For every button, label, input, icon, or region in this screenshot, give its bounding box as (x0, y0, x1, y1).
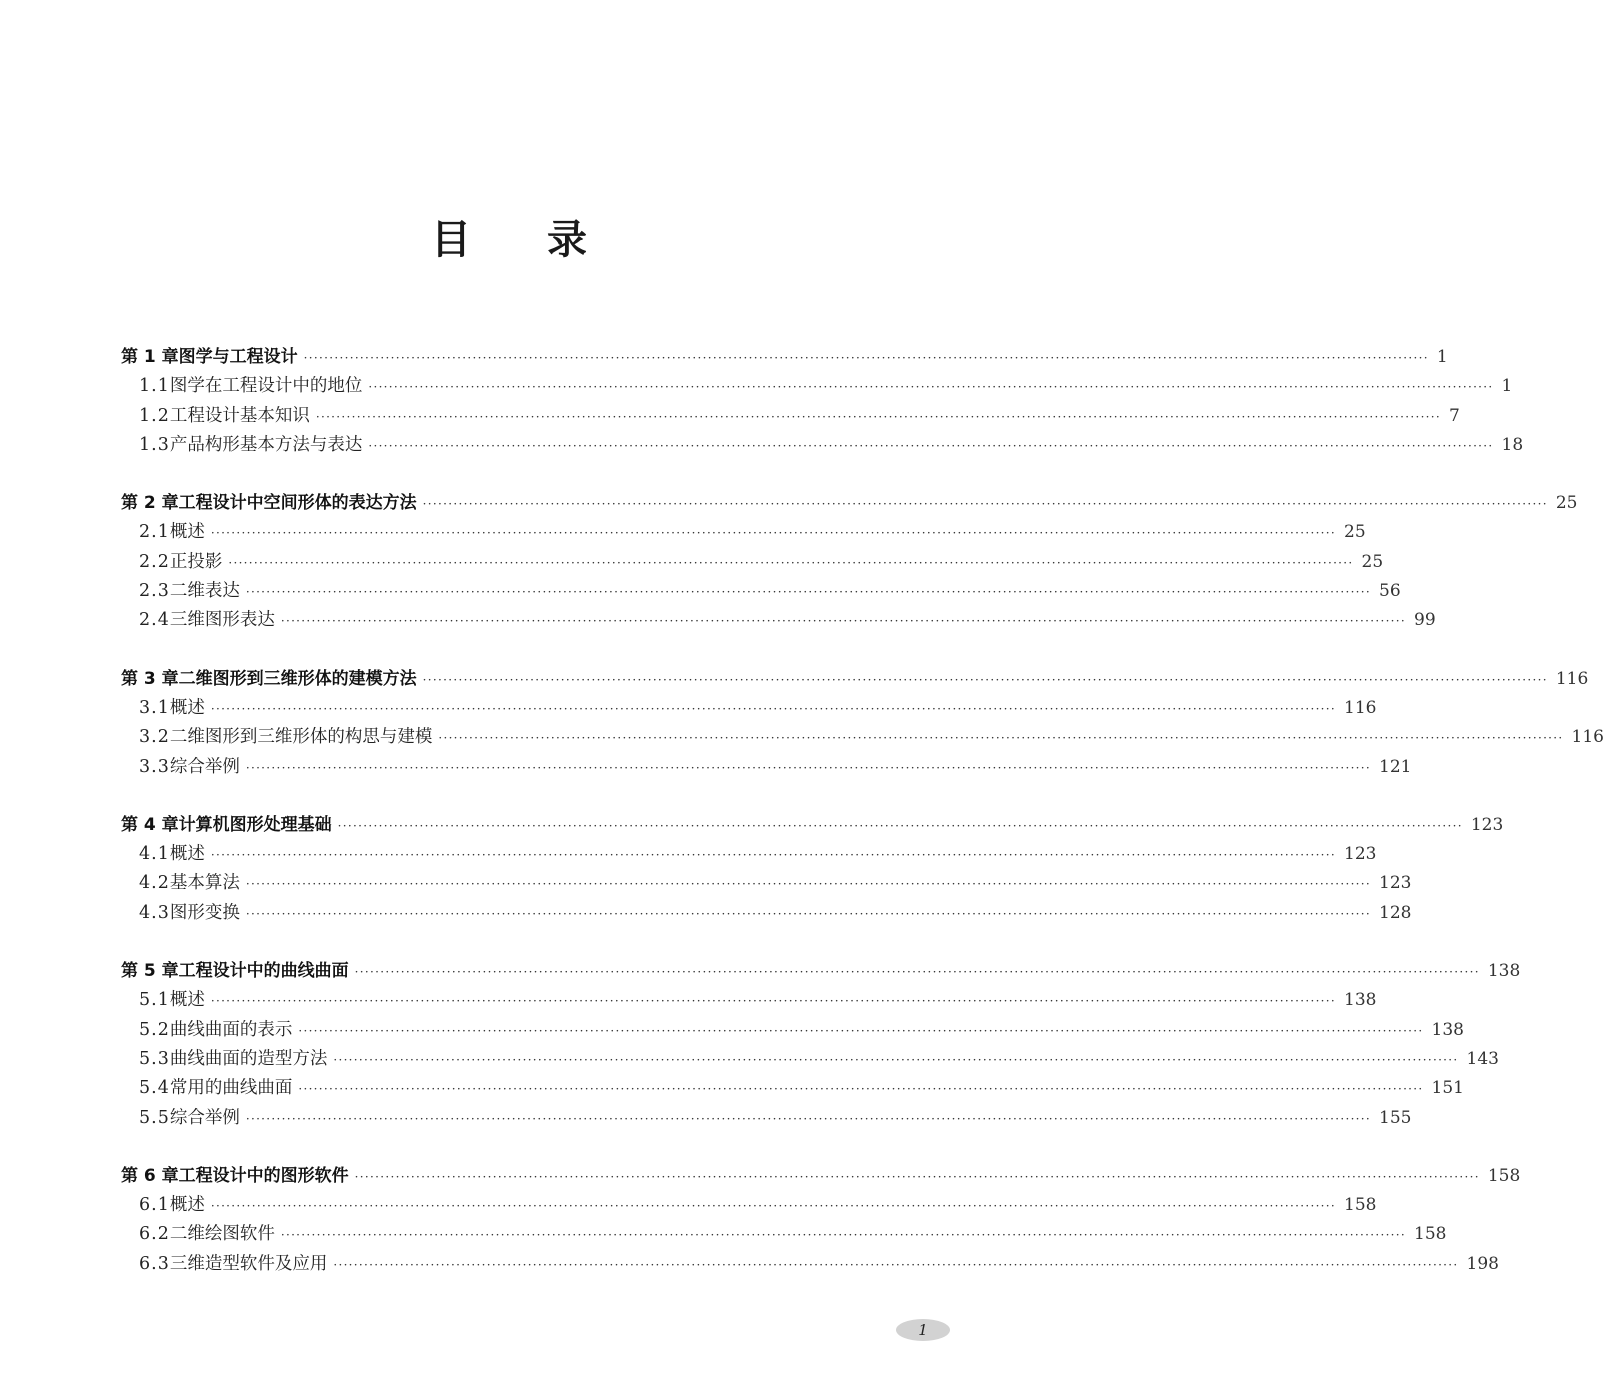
section-page-number: 158 (1344, 1195, 1377, 1216)
dot-leader: ···························································································································································································································· (303, 351, 1429, 365)
toc-section-row[interactable] (121, 753, 1412, 782)
section-number: 3.2 (139, 727, 170, 748)
dot-leader: ···························································································································································································································· (333, 1257, 1459, 1272)
chapter-label: 第 5 章 (121, 961, 179, 982)
section-title: 图学在工程设计中的地位 (169, 376, 363, 397)
toc-section-row[interactable] (121, 1104, 1412, 1133)
section-page-number: 7 (1449, 405, 1460, 426)
dot-leader: ···························································································································································································································· (245, 906, 1372, 921)
section-page-number: 116 (1571, 727, 1604, 748)
dot-leader: ···························································································································································································································· (298, 1023, 1424, 1038)
page-title (0, 212, 1018, 268)
section-title: 产品构形基本方法与表达 (169, 434, 363, 455)
section-title: 二维绘图软件 (169, 1224, 275, 1245)
chapter-title: 计算机图形处理基础 (178, 814, 332, 835)
dot-leader: ···························································································································································································································· (298, 1082, 1424, 1097)
toc-section-row[interactable] (121, 402, 1460, 431)
section-page-number: 158 (1414, 1224, 1447, 1245)
toc-section-row[interactable] (121, 606, 1436, 635)
toc-section-row[interactable] (121, 694, 1377, 723)
section-title: 二维图形到三维形体的构思与建模 (169, 727, 433, 748)
section-number: 6.3 (139, 1253, 170, 1274)
dot-leader: ···························································································································································································································· (280, 1228, 1407, 1243)
section-number: 2.2 (139, 551, 170, 572)
chapter-title: 图学与工程设计 (178, 347, 298, 367)
section-number: 4.3 (139, 902, 170, 923)
toc-section-row[interactable] (121, 723, 1604, 752)
section-page-number: 1 (1501, 376, 1513, 397)
toc-section-row[interactable] (121, 1250, 1499, 1279)
toc-section-row[interactable] (121, 548, 1384, 577)
dot-leader: ···························································································································································································································· (228, 555, 1354, 570)
section-number: 6.2 (139, 1224, 170, 1245)
section-title: 概述 (169, 990, 205, 1011)
section-title: 概述 (169, 522, 205, 543)
toc-chapter-row[interactable] (121, 957, 1521, 986)
page-title-char-1: 目 (431, 217, 471, 263)
chapter-page-number: 158 (1487, 1165, 1521, 1186)
dot-leader: ···························································································································································································································· (422, 497, 1548, 512)
toc-chapter-row[interactable] (121, 489, 1578, 518)
section-page-number: 151 (1431, 1078, 1464, 1099)
section-page-number: 99 (1414, 610, 1436, 631)
section-number: 1.2 (139, 405, 170, 426)
section-number: 4.1 (139, 844, 170, 865)
chapter-label: 第 6 章 (121, 1165, 179, 1186)
section-number: 3.3 (139, 756, 170, 777)
section-page-number: 25 (1344, 522, 1366, 543)
section-title: 图形变换 (169, 902, 240, 923)
section-title: 概述 (169, 844, 205, 865)
toc-chapter-group (121, 1162, 1521, 1279)
section-number: 5.4 (139, 1078, 170, 1099)
toc-chapter-group (121, 957, 1521, 1133)
section-number: 1.3 (139, 434, 170, 455)
dot-leader: ···························································································································································································································· (438, 731, 1564, 746)
section-page-number: 123 (1379, 873, 1412, 894)
chapter-title: 二维图形到三维形体的建模方法 (178, 668, 417, 689)
toc-chapter-row[interactable] (121, 343, 1448, 372)
section-title: 三维图形表达 (169, 610, 275, 631)
section-title: 正投影 (169, 551, 223, 572)
section-page-number: 155 (1379, 1107, 1412, 1128)
section-number: 5.2 (139, 1019, 170, 1040)
section-number: 2.1 (139, 522, 170, 543)
chapter-page-number: 138 (1487, 961, 1521, 982)
toc-section-row[interactable] (121, 1220, 1447, 1249)
section-title: 三维造型软件及应用 (169, 1253, 328, 1274)
toc-section-row[interactable] (121, 1016, 1464, 1045)
section-number: 2.4 (139, 610, 170, 631)
section-page-number: 138 (1431, 1019, 1464, 1040)
dot-leader: ···························································································································································································································· (210, 994, 1337, 1009)
section-number: 2.3 (139, 581, 170, 602)
chapter-label: 第 1 章 (121, 347, 179, 367)
toc-chapter-row[interactable] (121, 665, 1589, 694)
toc-section-row[interactable] (121, 577, 1401, 606)
section-page-number: 56 (1379, 581, 1401, 602)
toc-section-row[interactable] (121, 840, 1377, 869)
chapter-title: 工程设计中的图形软件 (178, 1165, 349, 1186)
chapter-title: 工程设计中空间形体的表达方法 (178, 493, 417, 514)
toc-chapter-group (121, 811, 1504, 928)
toc-section-row[interactable] (121, 986, 1377, 1015)
toc-section-row[interactable] (121, 1045, 1499, 1074)
section-title: 常用的曲线曲面 (169, 1078, 293, 1099)
dot-leader: ···························································································································································································································· (368, 438, 1494, 453)
chapter-page-number: 25 (1555, 493, 1578, 514)
section-page-number: 143 (1466, 1048, 1499, 1069)
chapter-label: 第 4 章 (121, 814, 179, 835)
section-page-number: 128 (1379, 902, 1412, 923)
chapter-label: 第 2 章 (121, 493, 179, 514)
dot-leader: ···························································································································································································································· (210, 848, 1337, 863)
dot-leader: ···························································································································································································································· (337, 818, 1463, 833)
dot-leader: ···························································································································································································································· (245, 585, 1372, 600)
chapter-title: 工程设计中的曲线曲面 (178, 961, 349, 982)
section-page-number: 198 (1466, 1253, 1499, 1274)
dot-leader: ···························································································································································································································· (354, 965, 1480, 980)
section-title: 综合举例 (169, 756, 240, 777)
dot-leader: ···························································································································································································································· (280, 614, 1407, 629)
dot-leader: ···························································································································································································································· (315, 409, 1442, 424)
dot-leader: ···························································································································································································································· (333, 1052, 1459, 1067)
chapter-page-number: 123 (1470, 814, 1504, 835)
section-number: 4.2 (139, 873, 170, 894)
section-number: 5.5 (139, 1107, 170, 1128)
dot-leader: ···························································································································································································································· (368, 380, 1494, 395)
section-page-number: 116 (1344, 697, 1377, 718)
toc-section-row[interactable] (121, 899, 1412, 928)
dot-leader: ···························································································································································································································· (245, 877, 1372, 892)
dot-leader: ···························································································································································································································· (210, 1199, 1337, 1214)
toc-chapter-group (121, 489, 1578, 635)
dot-leader: ···························································································································································································································· (210, 526, 1337, 541)
section-number: 6.1 (139, 1195, 170, 1216)
section-page-number: 18 (1501, 434, 1524, 455)
dot-leader: ···························································································································································································································· (245, 760, 1372, 775)
section-title: 概述 (169, 1195, 205, 1216)
section-page-number: 123 (1344, 844, 1377, 865)
toc-section-row[interactable] (121, 1074, 1464, 1103)
page-number-badge: 1 (896, 1319, 950, 1341)
chapter-page-number: 1 (1436, 347, 1448, 367)
section-page-number: 25 (1361, 551, 1384, 572)
toc-section-row[interactable] (121, 372, 1513, 401)
section-title: 二维表达 (169, 581, 240, 602)
dot-leader: ···························································································································································································································· (245, 1111, 1372, 1126)
section-title: 基本算法 (169, 873, 240, 894)
table-of-contents (121, 343, 1604, 1308)
toc-chapter-row[interactable] (121, 811, 1504, 840)
dot-leader: ···························································································································································································································· (354, 1169, 1480, 1184)
dot-leader: ···························································································································································································································· (210, 701, 1337, 716)
chapter-label: 第 3 章 (121, 668, 179, 689)
section-title: 曲线曲面的表示 (169, 1019, 293, 1040)
toc-section-row[interactable] (121, 869, 1412, 898)
section-title: 综合举例 (169, 1107, 240, 1128)
section-number: 3.1 (139, 697, 170, 718)
section-page-number: 121 (1379, 756, 1412, 777)
section-page-number: 138 (1344, 990, 1377, 1011)
toc-chapter-group (121, 343, 1524, 460)
section-title: 工程设计基本知识 (169, 405, 310, 426)
section-title: 概述 (169, 697, 205, 718)
dot-leader: ···························································································································································································································· (422, 672, 1548, 687)
section-number: 5.3 (139, 1048, 170, 1069)
toc-section-row[interactable] (121, 518, 1366, 547)
toc-chapter-row[interactable] (121, 1162, 1521, 1191)
chapter-page-number: 116 (1555, 668, 1589, 689)
toc-section-row[interactable] (121, 1191, 1377, 1220)
toc-section-row[interactable] (121, 431, 1524, 460)
section-number: 5.1 (139, 990, 170, 1011)
section-number: 1.1 (139, 376, 170, 397)
toc-chapter-group (121, 665, 1604, 782)
section-title: 曲线曲面的造型方法 (169, 1048, 328, 1069)
page-title-char-2: 录 (547, 217, 587, 263)
